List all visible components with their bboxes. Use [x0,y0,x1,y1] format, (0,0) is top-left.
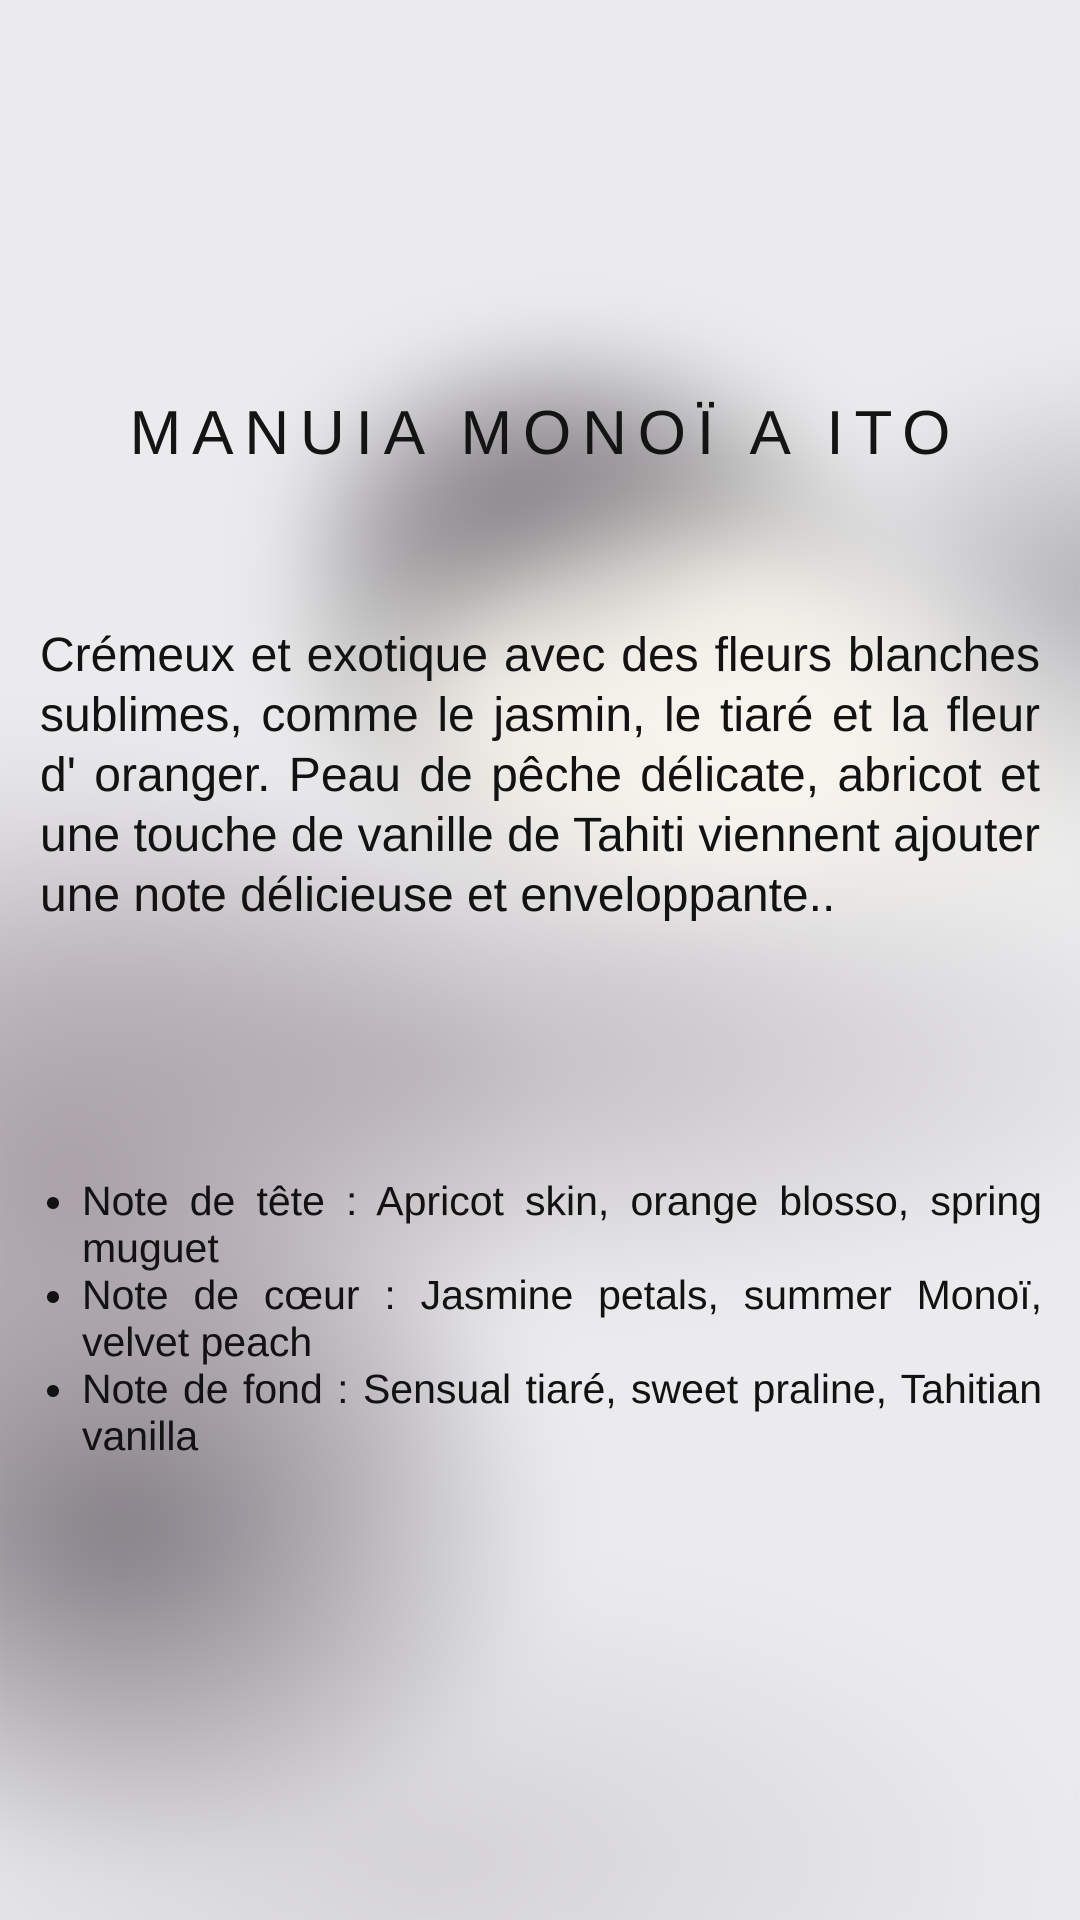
scent-description: Crémeux et exotique avec des fleurs blanches sublimes, comme le jasmin, le tiaré et la fleur d' oranger. Peau de pêche délicate, abricot et une touche de vanille de Tahiti viennent ajouter une note délicieuse et enveloppante.. [40,629,1040,922]
note-de-coeur-item: • Note de cœur : Jasmine petals, summer Monoï, velvet peach [78,1272,1042,1366]
product-title: MANUIA MONOÏ A ITO [129,399,962,468]
note-de-tete-item: • Note de tête : Apricot skin, orange blosso, spring muguet [78,1178,1042,1272]
note-de-fond-item: • Note de fond : Sensual tiaré, sweet praline, Tahitian vanilla [78,1366,1042,1460]
fragrance-notes-list [44,1178,1042,1460]
